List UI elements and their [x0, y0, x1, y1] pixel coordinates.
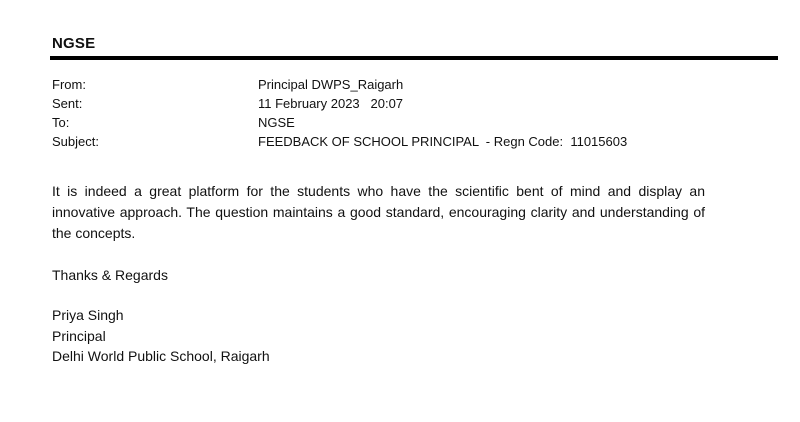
email-header-fields — [52, 75, 627, 151]
title-divider — [50, 56, 778, 60]
subject-value: FEEDBACK OF SCHOOL PRINCIPAL - Regn Code: 11015603 — [258, 134, 628, 149]
sent-label: Sent: — [52, 96, 83, 111]
subject-row — [52, 132, 627, 151]
sent-row — [52, 94, 627, 113]
to-label: To: — [52, 115, 70, 130]
closing-line: Thanks & Regards — [52, 267, 168, 283]
sent-value: 11 February 2023 20:07 — [258, 96, 404, 111]
signature-name: Priya Singh — [52, 307, 124, 323]
from-value: Principal DWPS_Raigarh — [258, 77, 404, 92]
to-row — [52, 113, 627, 132]
to-value: NGSE — [258, 115, 295, 130]
signature-block — [52, 305, 270, 367]
signature-organization: Delhi World Public School, Raigarh — [52, 348, 270, 364]
document-title: NGSE — [52, 35, 96, 52]
signature-designation: Principal — [52, 327, 106, 344]
from-row — [52, 75, 627, 94]
message-body: It is indeed a great platform for the students who have the scientific bent of mind and display an innovative approach. The question maintains a good standard, encouraging clarity and understanding of the concepts. — [52, 183, 705, 241]
from-label: From: — [52, 77, 86, 92]
subject-label: Subject: — [52, 134, 99, 149]
